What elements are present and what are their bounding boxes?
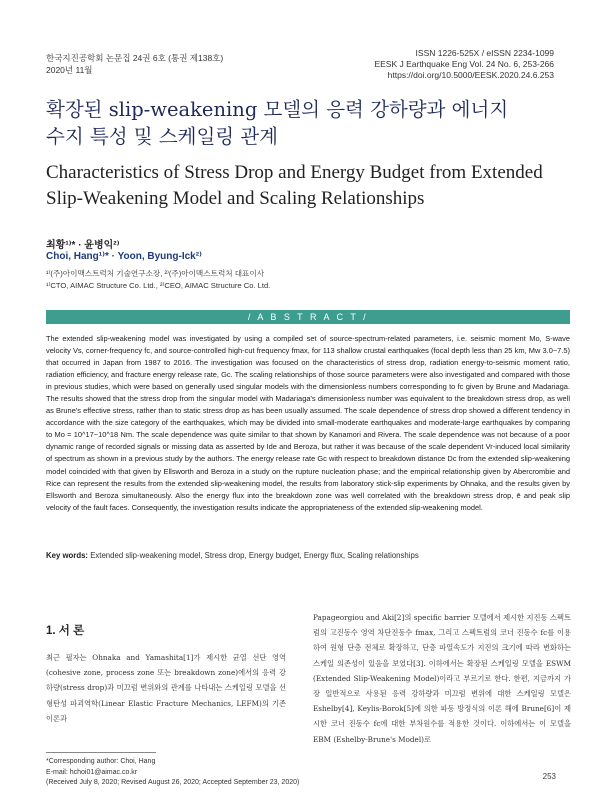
intro-left-column: 최근 필자는 Ohnaka and Yamashita[1]가 제시한 균열 선단 영역(cohesive zone, process zone 또는 breakdown zone)에서의 응력 강하량(stress drop)과 미끄럼 변위와의 관계를 나타내는 스케일링 모델을 선형탄성 파괴역학(Linear Elastic Fracture Mechanics, LEFM)의 기존 이론과 (46, 653, 286, 723)
authors-korean: 최황¹⁾* · 윤병익²⁾ (46, 240, 120, 251)
author-email[interactable]: E-mail: hchoi01@aimac.co.kr (46, 768, 138, 776)
title-en-line1: Characteristics of Stress Drop and Energy Budget from Extended (46, 162, 543, 183)
title-english (46, 160, 566, 212)
footnote (46, 757, 299, 789)
abstract-heading: / A B S T R A C T / (46, 310, 570, 324)
keywords-label: Key words: (46, 551, 89, 560)
journal-date-kr: 2020년 11월 (46, 65, 93, 75)
intro-right-column: Papageorgiou and Aki[2]의 specific barrier 모델에서 제시한 지진동 스펙트럼의 고진동수 영역 차단진동수 fmax, 그리고 스펙트럼의 코너 진동수 fc를 이용하여 원형 단층 전체로 확장하고, 단층 파열속도가 지진의 크기에 따라 변화하는 스케일 의존성이 있음을 보였다[3]. 이하에서는 확장된 스케일링 모델을 ESWM (Extended Slip-Weakening Model)이라고 부르기로 한다. 한편, 지금까지 가장 일반적으로 사용된 응력 강하량과 미끄럼 변위에 대한 스케일링 모델은 Eshelby[4], Keylis-Borok[5]에 의한 파동 방정식의 이론 해에 Brune[6]이 제시한 코너 진동수 fc에 대한 부차원수를 적용한 것이다. 이하에서는 이 모델을 EBM (Eshelby-Brune's Model)로 (313, 613, 571, 744)
affiliation-english: ¹⁾CTO, AIMAC Structure Co. Ltd., ²⁾CEO, AIMAC Structure Co. Ltd. (46, 281, 271, 290)
page-number: 253 (542, 772, 556, 781)
section-title: 1. 서 론 (46, 625, 85, 637)
keywords-text: Extended slip-weakening model, Stress drop, Energy budget, Energy flux, Scaling relationships (90, 551, 419, 560)
received-dates: (Received July 8, 2020; Revised August 26, 2020; Accepted September 23, 2020) (46, 779, 300, 786)
title-en-line2: Slip-Weakening Model and Scaling Relationships (46, 188, 425, 209)
journal-header-right (374, 48, 554, 81)
issn: ISSN 1226-525X / eISSN 2234-1099 (415, 48, 554, 58)
journal-header-left (46, 52, 223, 76)
footnote-divider (46, 752, 156, 753)
corresponding-author: *Corresponding author: Choi, Hang (46, 758, 156, 765)
title-kr-line2: 수지 특성 및 스케일링 관계 (46, 125, 279, 148)
journal-name-en: EESK J Earthquake Eng Vol. 24 No. 6, 253-266 (374, 59, 554, 69)
affiliation-korean: ¹⁾(주)아이맥스트럭처 기술연구소장, ²⁾(주)아이맥스트럭처 대표이사 (46, 269, 265, 278)
title-korean (46, 96, 566, 150)
authors-english: Choi, Hang¹⁾* · Yoon, Byung-Ick²⁾ (46, 251, 202, 262)
doi-link[interactable]: https://doi.org/10.5000/EESK.2020.24.6.253 (387, 70, 554, 80)
title-kr-line1: 확장된 slip-weakening 모델의 응력 강하량과 에너지 (46, 98, 509, 121)
journal-name-kr: 한국지진공학회 논문집 24권 6호 (통권 제138호) (46, 53, 224, 63)
keywords (46, 551, 570, 560)
abstract-body: The extended slip-weakening model was investigated by using a compiled set of source-spectrum-related parameters, i.e. seismic moment Mo, S-wave velocity Vs, corner-frequency fc, and source-controlled high-cut frequency fmax, for 113 shallow crustal earthquakes (focal depth less than 25 km, Mw 3.0~7.5) that occurred in Japan from 1987 to 2016. The investigation was focused on the characteristics of stress drop, radiation energy-to-seismic moment ratio, radiation efficiency, and fracture energy release rate, Gc. The scaling relationships of those source parameters were also investigated and compared with those in previous studies, which were based on generally used singular models with the dimensionless numbers corresponding to fc given by Brune and Madariaga. The results showed that the stress drop from the singular model with Madariaga's dimensionless number was equivalent to the breakdown stress drop, as well as Brune's effective stress, rather than to static stress drop as has been usually assumed. The scale dependence of stress drop showed a different tendency in accordance with the size category of the earthquakes, which may be divided into small-moderate earthquakes and moderate-large earthquakes by comparing to Mo = 10^17~10^18 Nm. The scale dependence was quite similar to that shown by Kanamori and Rivera. The scale dependence was not because of a poor dynamic range of recorded signals or missing data as asserted by Ide and Beroza, but rather it was because of the scale dependent Vr-induced local similarity of spectrum as shown in a previous study by the authors. The energy release rate Gc with respect to breakdown distance Dc from the extended slip-weakening model coincided with that given by Ellsworth and Beroza in a study on the rupture nucleation phase; and the empirical relationship given by Abercrombie and Rice can represent the results from the extended slip-weakening model, the results from laboratory stick-slip experiments by Ohnaka, and the results given by Ellsworth and Beroza simultaneously. Also the energy flux into the breakdown zone was well correlated with the breakdown stress drop, ē and peak slip velocity of the fault faces. Consequently, the investigation results indicate the appropriateness of the extended slip-weakening model. (46, 334, 570, 512)
